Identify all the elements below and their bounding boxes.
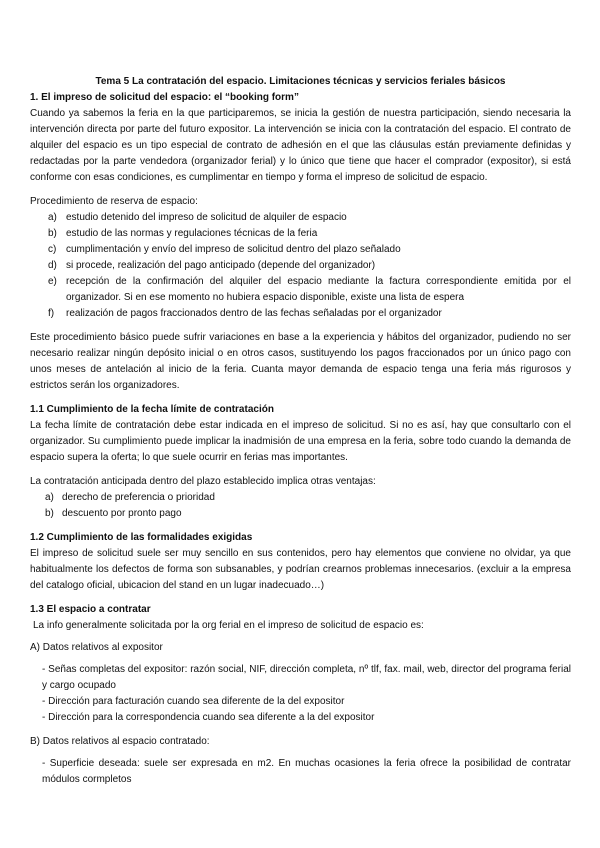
list-item: - Señas completas del expositor: razón social, NIF, dirección completa, nº tlf, fax. mail, web, director del programa ferial y cargo ocupado <box>42 664 571 691</box>
section-1-1-paragraph-2: La contratación anticipada dentro del plazo establecido implica otras ventajas: <box>30 476 376 487</box>
procedure-intro: Procedimiento de reserva de espacio: <box>30 196 198 207</box>
section-1-2-heading: 1.2 Cumplimiento de las formalidades exigidas <box>30 532 253 543</box>
list-item: a) estudio detenido del impreso de solicitud de alquiler de espacio <box>48 212 347 223</box>
group-b-list <box>30 756 571 788</box>
advantages-list <box>30 490 571 522</box>
list-item: a) derecho de preferencia o prioridad <box>45 492 215 503</box>
section-1-3-heading: 1.3 El espacio a contratar <box>30 604 151 615</box>
section-1-1-paragraph-1: La fecha límite de contratación debe estar indicada en el impreso de solicitud. Si no es así, hay que consultarlo con el organizador. Su cumplimiento puede implicar la inadmisión de una empresa en la feria, sobre todo cuando la demanda de espacio supera la oferta; lo que suele ocurrir en ferias mas importantes. <box>30 420 571 463</box>
document-title: Tema 5 La contratación del espacio. Limitaciones técnicas y servicios feriales básicos <box>95 76 506 87</box>
list-item: b) estudio de las normas y regulaciones técnicas de la feria <box>48 228 318 239</box>
list-item: d) si procede, realización del pago anticipado (depende del organizador) <box>48 260 376 271</box>
section-1-3-intro: La info generalmente solicitada por la org ferial en el impreso de solicitud de espacio es: <box>33 620 424 631</box>
list-item: - Superficie deseada: suele ser expresada en m2. En muchas ocasiones la feria ofrece la posibilidad de contratar módulos cormpletos <box>42 758 571 785</box>
list-item: c) cumplimentación y envío del impreso de solicitud dentro del plazo señalado <box>48 244 401 255</box>
list-item: b) descuento por pronto pago <box>45 508 182 519</box>
section-1-heading: 1. El impreso de solicitud del espacio: el “booking form” <box>30 92 299 103</box>
procedure-steps-list <box>30 210 571 322</box>
group-a-title: A) Datos relativos al expositor <box>30 642 163 653</box>
list-item: f) realización de pagos fraccionados dentro de las fechas señaladas por el organizador <box>48 308 442 319</box>
list-item: e) recepción de la confirmación del alquiler del espacio mediante la factura correspondiente emitida por el organizador. Si en ese momento no hubiera espacio disponible, existe una lista de espera <box>48 276 571 303</box>
section-1-paragraph-1: Cuando ya sabemos la feria en la que participaremos, se inicia la gestión de nuestra participación, siendo necesaria la intervención directa por parte del futuro expositor. La intervención se inicia con la contratación del espacio. El contrato de alquiler del espacio es un tipo especial de contrato de adhesión en el que las cláusulas están previamente definidas y redactadas por la parte vendedora (organizador ferial) y lo único que tiene que hacer el comprador (expositor), si está conforme con esas condiciones, es cumplimentar en tiempo y forma el impreso de solicitud de espacio. <box>30 108 571 183</box>
list-item: - Dirección para la correspondencia cuando sea diferente a la del expositor <box>42 712 375 723</box>
section-1-2-paragraph-1: El impreso de solicitud suele ser muy sencillo en sus contenidos, pero hay elementos que conviene no olvidar, ya que habitualmente los defectos de forma son subsanables, y podrían crearnos problemas innecesarios. (excluir a la empresa del catalogo oficial, ubicacion del stand en un lugar inadecuado…) <box>30 548 571 591</box>
section-1-paragraph-2: Este procedimiento básico puede sufrir variaciones en base a la experiencia y hábitos del organizador, pudiendo no ser necesario realizar ningún depósito inicial o en otros casos, sustituyendo los pagos fraccionados por un único pago con unos meses de antelación al inicio de la feria. Cuanta mayor demanda de espacio tenga una feria más rigurosos y estrictos serán los organizadores. <box>30 332 571 391</box>
group-b-title: B) Datos relativos al espacio contratado: <box>30 736 210 747</box>
group-a-list <box>30 662 571 726</box>
section-1-1-heading: 1.1 Cumplimiento de la fecha límite de contratación <box>30 404 274 415</box>
list-item: - Dirección para facturación cuando sea diferente de la del expositor <box>42 696 345 707</box>
